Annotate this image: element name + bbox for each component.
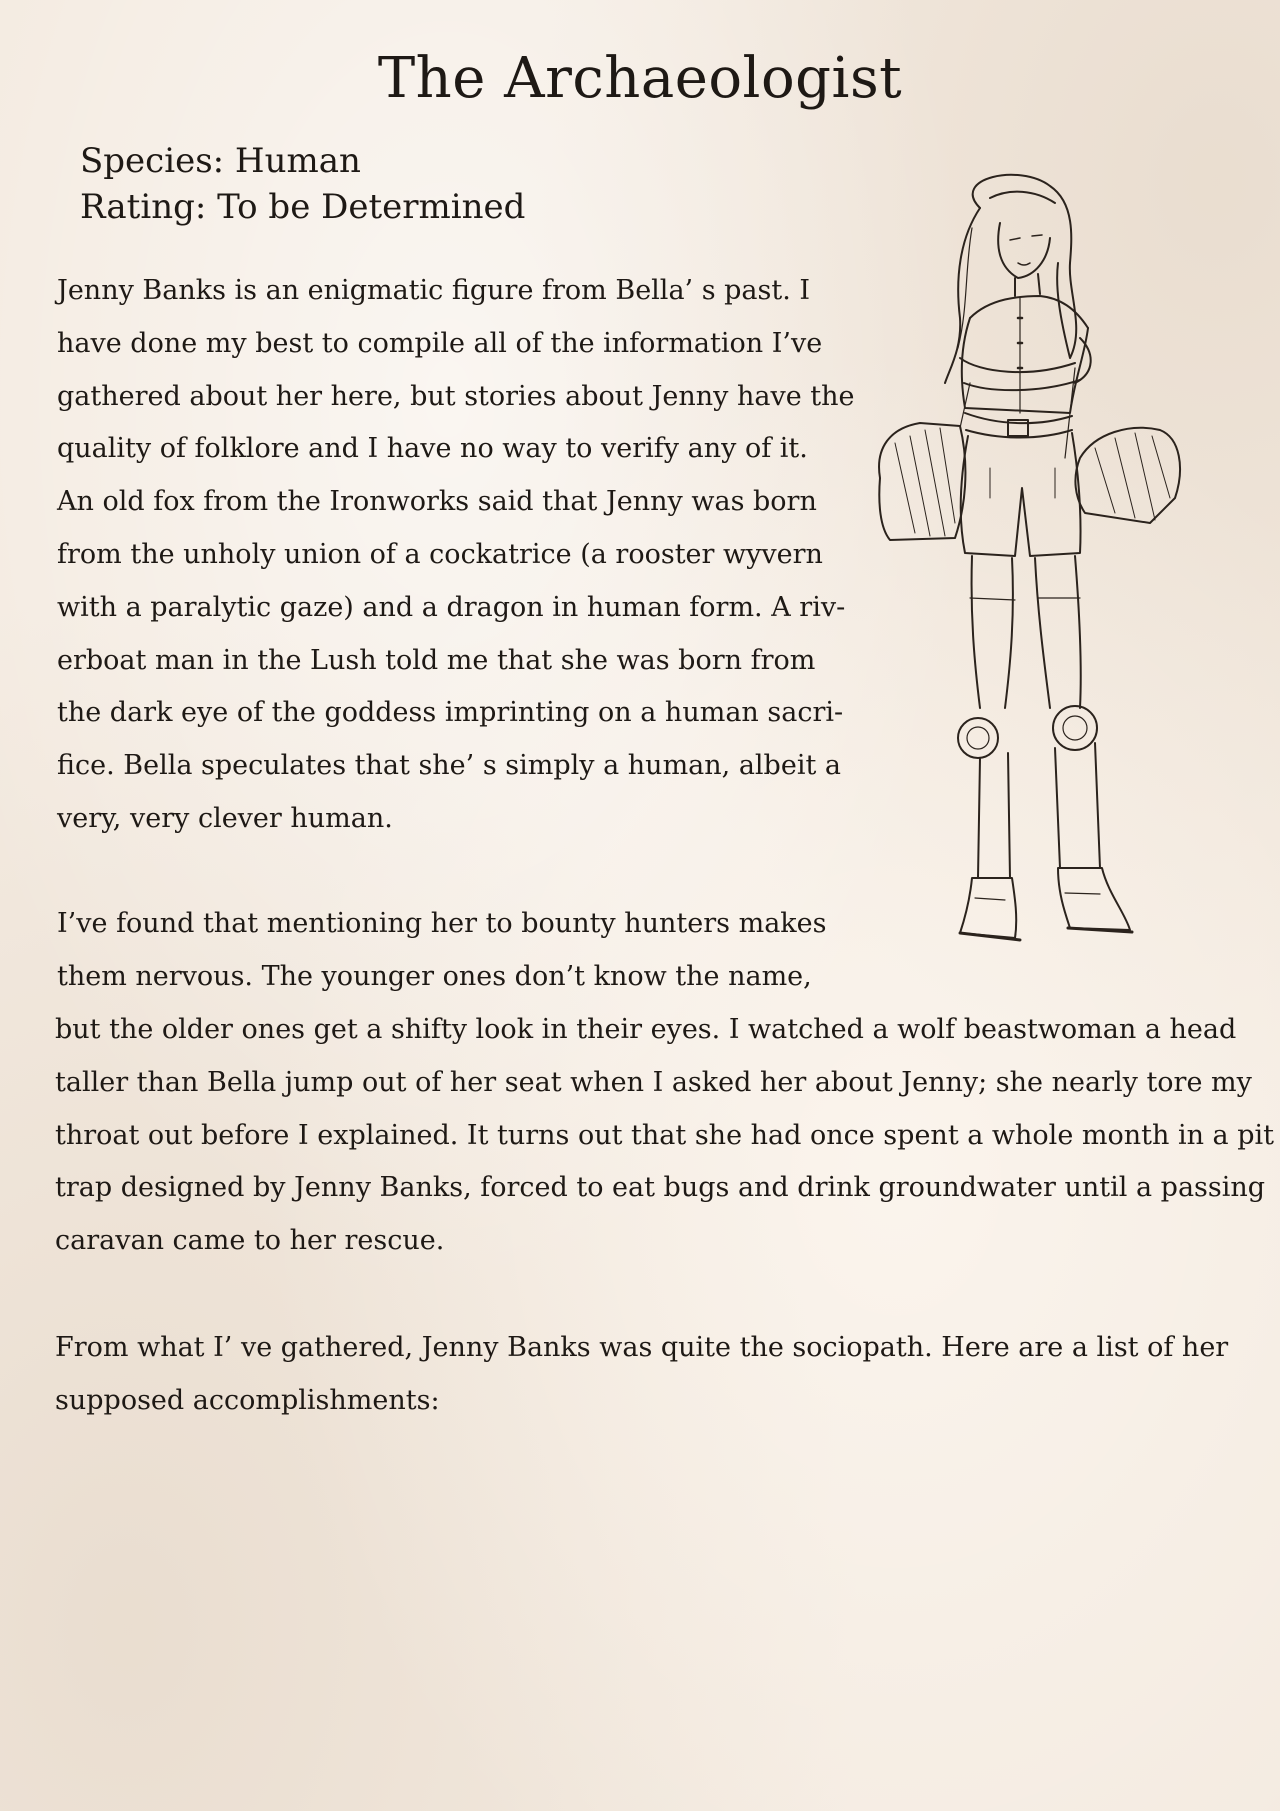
text-line: but the older ones get a shifty look in their eyes. I watched a wolf beastwoman a head bbox=[55, 1014, 1237, 1045]
text-line: gathered about her here, but stories about Jenny have the bbox=[57, 380, 855, 412]
text-line: Jenny Banks is an enigmatic figure from Bella’ s past. I bbox=[57, 275, 811, 306]
page-title: The Archaeologist bbox=[377, 46, 903, 111]
text-line: fice. Bella speculates that she’ s simply a human, albeit a bbox=[57, 750, 841, 782]
text-line: supposed accomplishments: bbox=[55, 1384, 440, 1416]
text-line: trap designed by Jenny Banks, forced to eat bugs and drink groundwater until a passing bbox=[55, 1172, 1266, 1204]
text-line: from the unholy union of a cockatrice (a rooster wyvern bbox=[57, 538, 823, 570]
text-line: An old fox from the Ironworks said that Jenny was born bbox=[57, 486, 817, 518]
paragraph-intro bbox=[57, 265, 855, 846]
character-sketch-illustration bbox=[860, 168, 1215, 968]
text-line: throat out before I explained. It turns out that she had once spent a whole month in a pit bbox=[55, 1119, 1275, 1151]
text-line: caravan came to her rescue. bbox=[55, 1225, 445, 1257]
text-line: From what I’ ve gathered, Jenny Banks was quite the sociopath. Here are a list of her bbox=[55, 1332, 1229, 1363]
text-line: erboat man in the Lush told me that she was born from bbox=[57, 644, 816, 676]
character-meta bbox=[80, 138, 525, 230]
text-line: with a paralytic gaze) and a dragon in human form. A riv- bbox=[57, 591, 846, 623]
text-line: them nervous. The younger ones don’t know the name, bbox=[57, 960, 812, 992]
species-line: Species: Human bbox=[80, 141, 361, 181]
text-line: quality of folklore and I have no way to verify any of it. bbox=[57, 433, 808, 465]
text-line: the dark eye of the goddess imprinting on a human sacri- bbox=[57, 697, 844, 729]
text-line: very, very clever human. bbox=[57, 802, 393, 834]
rating-line: Rating: To be Determined bbox=[80, 187, 526, 227]
text-line: I’ve found that mentioning her to bounty hunters makes bbox=[57, 908, 827, 939]
paragraph-bounty-hunters bbox=[55, 1004, 1275, 1268]
paragraph-bounty-hunters-top bbox=[57, 898, 827, 1004]
text-line: taller than Bella jump out of her seat when I asked her about Jenny; she nearly tore my bbox=[55, 1066, 1252, 1098]
paragraph-accomplishments bbox=[55, 1322, 1255, 1428]
text-line: have done my best to compile all of the information I’ve bbox=[57, 327, 823, 359]
